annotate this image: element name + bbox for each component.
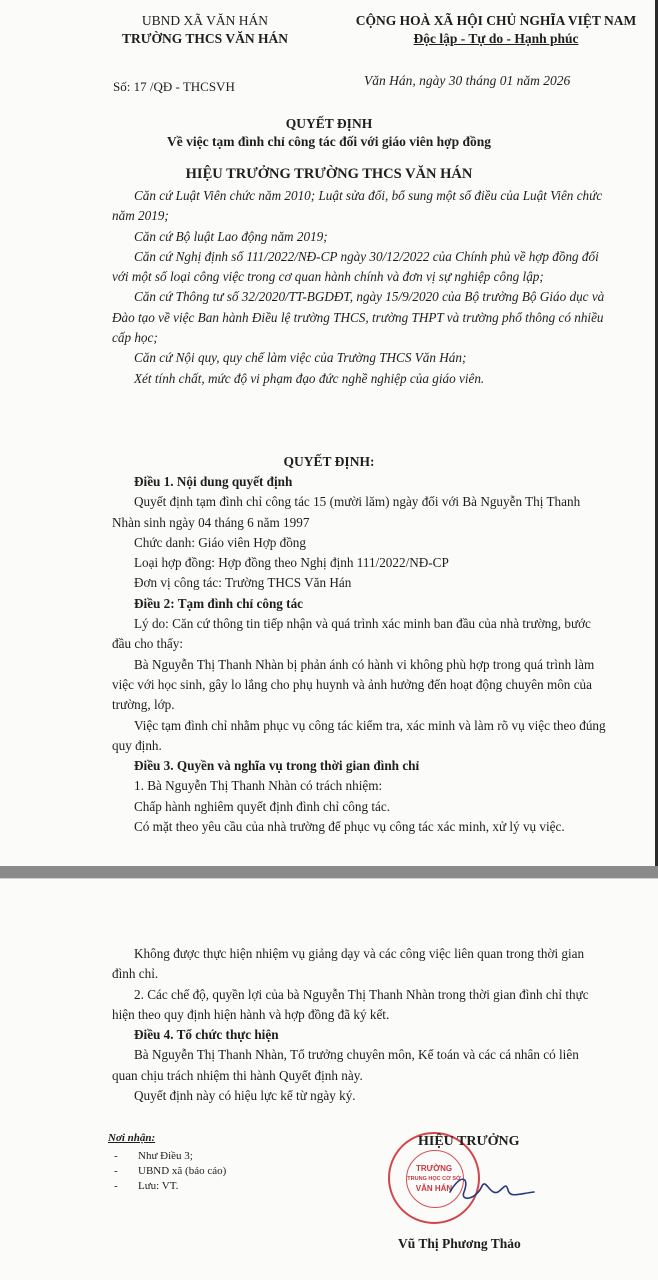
nation-line-2: Độc lập - Tự do - Hạnh phúc [413, 31, 579, 46]
document-subject: Về việc tạm đình chỉ công tác đối với giáo viên hợp đồng [167, 134, 491, 149]
basis-item: Căn cứ Nội quy, quy chế làm việc của Trường THCS Văn Hán; [134, 350, 467, 366]
basis-item: Căn cứ Nghị định số 111/2022/NĐ-CP ngày 30/12/2022 của Chính phủ về hợp đồng đối với một số loại công việc trong cơ quan hành chính và đơn vị sự nghiệp công lập; [112, 248, 599, 285]
article-1-paragraph: Loại hợp đồng: Hợp đồng theo Nghị định 111/2022/NĐ-CP [134, 555, 449, 571]
article-1-heading: Điều 1. Nội dung quyết định [134, 474, 293, 489]
article-4-paragraph: Bà Nguyễn Thị Thanh Nhàn, Tổ trưởng chuyên môn, Kế toán và các cá nhân có liên quan chịu trách nhiệm thi hành Quyết định này. [112, 1047, 579, 1083]
article-3-paragraph: Chấp hành nghiêm quyết định đình chỉ công tác. [134, 798, 391, 814]
article-2-heading: Điều 2: Tạm đình chỉ công tác [134, 595, 304, 611]
article-2-paragraph: Lý do: Căn cứ thông tin tiếp nhận và quá trình xác minh ban đầu của nhà trường, bước đầu cho thấy: [112, 616, 591, 652]
recipient-item: - Lưu: VT. [108, 1179, 226, 1194]
article-3-paragraph: Có mặt theo yêu cầu của nhà trường để phục vụ công tác xác minh, xử lý vụ việc. [134, 819, 565, 835]
recipient-item: - Như Điều 3; [108, 1149, 226, 1164]
org-line-1: UBND XÃ VĂN HÁN [141, 13, 269, 28]
decision-body-continued [112, 944, 606, 1106]
article-4-paragraph: Quyết định này có hiệu lực kể từ ngày ký. [134, 1088, 356, 1104]
article-3-heading: Điều 3. Quyền và nghĩa vụ trong thời gian đình chỉ [134, 758, 420, 774]
seal-line-1: TRƯỜNG [415, 1164, 453, 1173]
article-2-paragraph: Bà Nguyễn Thị Thanh Nhàn bị phản ánh có hành vi không phù hợp trong quá trình làm việc với học sinh, gây lo lắng cho phụ huynh và ảnh hưởng đến hoạt động chuyên môn của trường, lớp. [112, 656, 595, 713]
org-line-2: TRƯỜNG THCS VĂN HÁN [122, 31, 288, 46]
signer-name: Vũ Thị Phương Thảo [398, 1236, 521, 1251]
article-3-paragraph: 2. Các chế độ, quyền lợi của bà Nguyễn Thị Thanh Nhàn trong thời gian đình chỉ thực hiện theo quy định hiện hành và hợp đồng đã ký kết. [112, 986, 589, 1022]
basis-item: Xét tính chất, mức độ vi phạm đạo đức nghề nghiệp của giáo viên. [134, 370, 485, 386]
basis-item: Căn cứ Thông tư số 32/2020/TT-BGDĐT, ngày 15/9/2020 của Bộ trưởng Bộ Giáo dục và Đào tạo về việc Ban hành Điều lệ trường THCS, trường THPT và trường phổ thông có nhiều cấp học; [112, 289, 605, 346]
page-separator [0, 866, 658, 878]
decision-body [112, 472, 606, 837]
issuing-authority: HIỆU TRƯỞNG TRƯỜNG THCS VĂN HÁN [185, 166, 473, 182]
recipients-list [108, 1131, 226, 1194]
handwritten-signature [446, 1170, 536, 1210]
article-1-paragraph: Đơn vị công tác: Trường THCS Văn Hán [134, 575, 352, 591]
basis-item: Căn cứ Bộ luật Lao động năm 2019; [134, 228, 328, 244]
seal-line-2: TRUNG HỌC CƠ SỞ [407, 1176, 461, 1182]
signer-title: HIỆU TRƯỞNG [418, 1134, 520, 1149]
document-type: QUYẾT ĐỊNH [285, 116, 373, 131]
decision-heading: QUYẾT ĐỊNH: [283, 454, 375, 469]
article-2-paragraph: Việc tạm đình chỉ nhằm phục vụ công tác kiểm tra, xác minh và làm rõ vụ việc theo đúng quy định. [112, 717, 606, 753]
national-motto [348, 12, 644, 48]
nation-line-1: CỘNG HOÀ XÃ HỘI CHỦ NGHĨA VIỆT NAM [355, 13, 637, 28]
article-1-paragraph: Chức danh: Giáo viên Hợp đồng [134, 534, 306, 550]
recipient-item: - UBND xã (báo cáo) [108, 1164, 226, 1179]
basis-item: Căn cứ Luật Viên chức năm 2010; Luật sửa đổi, bổ sung một số điều của Luật Viên chức năm 2019; [112, 188, 603, 224]
article-1-paragraph: Quyết định tạm đình chỉ công tác 15 (mười lăm) ngày đối với Bà Nguyễn Thị Thanh Nhàn sinh ngày 04 tháng 6 năm 1997 [112, 494, 581, 530]
issuing-organization [85, 12, 325, 48]
document-number: Số: 17 /QĐ - THCSVH [113, 79, 235, 94]
article-4-heading: Điều 4. Tổ chức thực hiện [134, 1027, 279, 1043]
legal-bases [112, 186, 606, 389]
recipients-title: Nơi nhận: [108, 1132, 156, 1144]
seal-line-3: VĂN HÁN [415, 1184, 453, 1193]
article-3-paragraph: Không được thực hiện nhiệm vụ giảng dạy và các công việc liên quan trong thời gian đình chỉ. [112, 946, 585, 982]
article-3-paragraph: 1. Bà Nguyễn Thị Thanh Nhàn có trách nhiệm: [134, 778, 383, 794]
place-date: Văn Hán, ngày 30 tháng 01 năm 2026 [364, 73, 571, 88]
